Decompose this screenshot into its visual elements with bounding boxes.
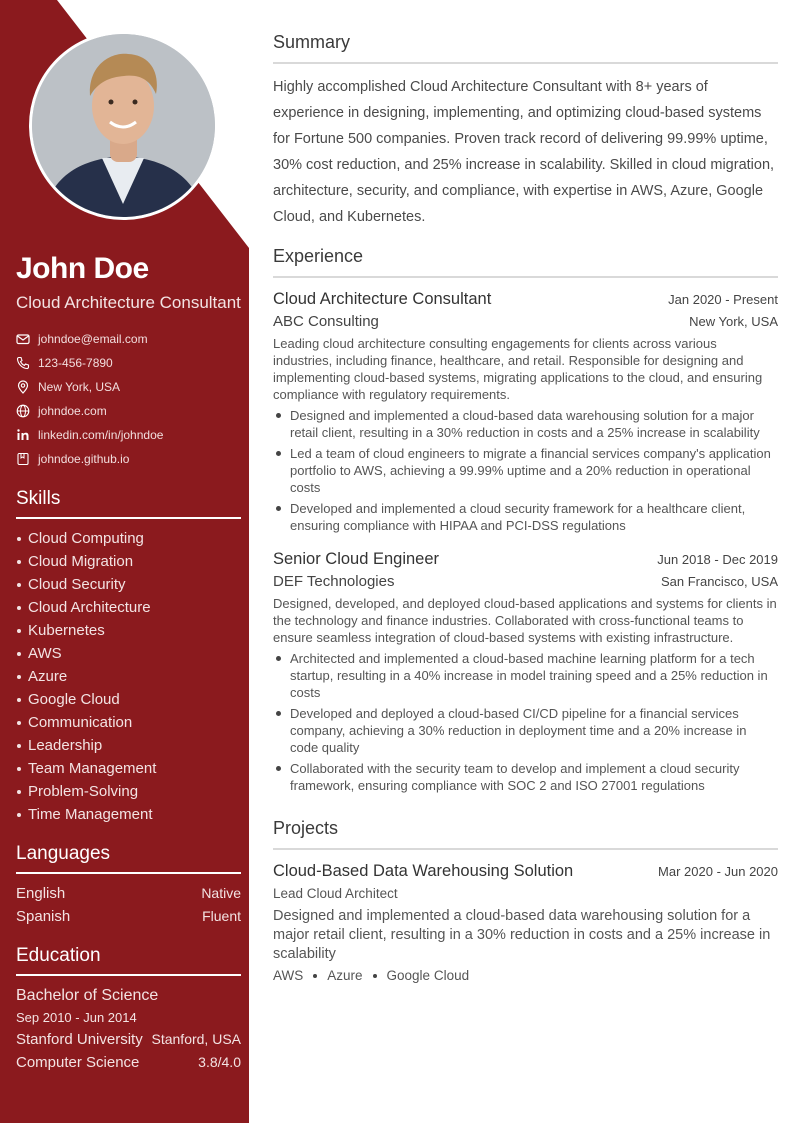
job-description: Designed, developed, and deployed cloud-based applications and systems for clients in the technology and finance industries. Collaborated with cross-functional teams to ensure seamless integration of cloud-based systems with existing infrastructure. <box>273 596 777 645</box>
job-bullet: Architected and implemented a cloud-based machine learning platform for a tech startup, resulting in a 40% increase in model training speed and a 25% reduction in costs <box>273 650 778 701</box>
project-tag: AWS <box>273 968 304 983</box>
skill-item: Cloud Computing <box>16 527 241 550</box>
linkedin-icon <box>16 428 30 442</box>
job-location: New York, USA <box>689 314 778 329</box>
skill-item: Team Management <box>16 757 241 780</box>
job-bullet: Led a team of cloud engineers to migrate a financial services company's application portfolio to AWS, achieving a 99.99% uptime and a 20% reduction in operational costs <box>273 445 778 496</box>
education-school-row: Stanford University Stanford, USA <box>16 1031 241 1048</box>
project-title: Cloud-Based Data Warehousing Solution <box>273 862 574 880</box>
education-entry <box>16 984 241 1074</box>
skill-item: Cloud Security <box>16 573 241 596</box>
skill-item: Cloud Architecture <box>16 596 241 619</box>
mail-icon <box>16 332 30 346</box>
location-pin-icon <box>16 380 30 394</box>
contact-linkedin[interactable]: linkedin.com/in/johndoe <box>16 423 241 447</box>
job-entry <box>273 548 778 794</box>
candidate-name: John Doe <box>16 252 149 285</box>
job-bullet: Designed and implemented a cloud-based data warehousing solution for a major retail client, resulting in a 30% reduction in costs and a 25% increase in scalability <box>273 407 778 441</box>
profile-photo <box>29 31 218 220</box>
summary-heading: Summary <box>273 30 778 64</box>
skill-item: Leadership <box>16 734 241 757</box>
languages-heading: Languages <box>16 842 241 874</box>
skill-item: Azure <box>16 665 241 688</box>
job-entry <box>273 288 778 534</box>
job-dates: Jun 2018 - Dec 2019 <box>657 552 778 567</box>
phone-icon <box>16 356 30 370</box>
job-company: ABC Consulting <box>273 313 379 330</box>
languages-list <box>16 882 241 928</box>
contact-phone[interactable]: 123-456-7890 <box>16 351 241 375</box>
education-degree: Bachelor of Science <box>16 987 159 1004</box>
education-field-row: Computer Science 3.8/4.0 <box>16 1054 241 1071</box>
contact-github[interactable]: johndoe.github.io <box>16 447 241 471</box>
language-item: Spanish Fluent <box>16 908 241 925</box>
projects-section <box>273 816 778 983</box>
contact-email[interactable]: johndoe@email.com <box>16 327 241 351</box>
experience-section <box>273 244 778 794</box>
candidate-title: Cloud Architecture Consultant <box>16 293 241 312</box>
project-role: Lead Cloud Architect <box>273 886 398 901</box>
skill-item: Kubernetes <box>16 619 241 642</box>
skill-item: Problem-Solving <box>16 780 241 803</box>
project-tag: Google Cloud <box>386 968 470 983</box>
education-dates: Sep 2010 - Jun 2014 <box>16 1010 137 1025</box>
contact-list <box>16 327 241 471</box>
contact-location: New York, USA <box>16 375 241 399</box>
language-item: English Native <box>16 885 241 902</box>
skills-list <box>16 527 241 826</box>
job-bullet: Developed and deployed a cloud-based CI/CD pipeline for a financial services company, achieving a 30% reduction in deployment time and a 20% increase in code quality <box>273 705 778 756</box>
job-bullets <box>273 650 778 794</box>
skill-item: Cloud Migration <box>16 550 241 573</box>
globe-icon <box>16 404 30 418</box>
skills-heading: Skills <box>16 487 241 519</box>
experience-heading: Experience <box>273 244 778 278</box>
sidebar <box>0 0 249 1123</box>
projects-heading: Projects <box>273 816 778 850</box>
job-company: DEF Technologies <box>273 573 395 590</box>
project-tags <box>273 968 778 983</box>
job-title: Cloud Architecture Consultant <box>273 290 492 308</box>
summary-text: Highly accomplished Cloud Architecture Consultant with 8+ years of experience in designing, implementing, and optimizing cloud-based systems for Fortune 500 companies. Proven track record of delivering 99.99% uptime, 30% cost reduction, and 25% increase in scalability. Skilled in cloud migration, architecture, security, and compliance, with expertise in AWS, Azure, Google Cloud, and Kubernetes. <box>273 79 775 225</box>
education-heading: Education <box>16 944 241 976</box>
skill-item: Google Cloud <box>16 688 241 711</box>
job-bullet: Collaborated with the security team to develop and implement a cloud security framework, ensuring compliance with SOC 2 and ISO 27001 regulations <box>273 760 778 794</box>
github-icon <box>16 452 30 466</box>
job-bullets <box>273 407 778 534</box>
skill-item: Communication <box>16 711 241 734</box>
skill-item: AWS <box>16 642 241 665</box>
job-description: Leading cloud architecture consulting engagements for clients across various industries, including finance, healthcare, and retail. Responsible for designing and implementing cloud-based systems, migrating applications to the cloud, and ensuring compliance with regulatory requirements. <box>273 336 763 402</box>
contact-website[interactable]: johndoe.com <box>16 399 241 423</box>
job-bullet: Developed and implemented a cloud security framework for a healthcare client, ensuring compliance with HIPAA and PCI-DSS regulations <box>273 500 778 534</box>
main-content <box>273 30 778 983</box>
job-title: Senior Cloud Engineer <box>273 550 440 568</box>
project-entry <box>273 860 778 983</box>
summary-section <box>273 30 778 230</box>
job-dates: Jan 2020 - Present <box>668 292 778 307</box>
job-location: San Francisco, USA <box>660 574 778 589</box>
project-dates: Mar 2020 - Jun 2020 <box>658 864 778 879</box>
project-tag: Azure <box>327 968 363 983</box>
skill-item: Time Management <box>16 803 241 826</box>
project-description: Designed and implemented a cloud-based data warehousing solution for a major retail client, resulting in a 30% reduction in costs and a 25% increase in scalability <box>273 908 771 962</box>
